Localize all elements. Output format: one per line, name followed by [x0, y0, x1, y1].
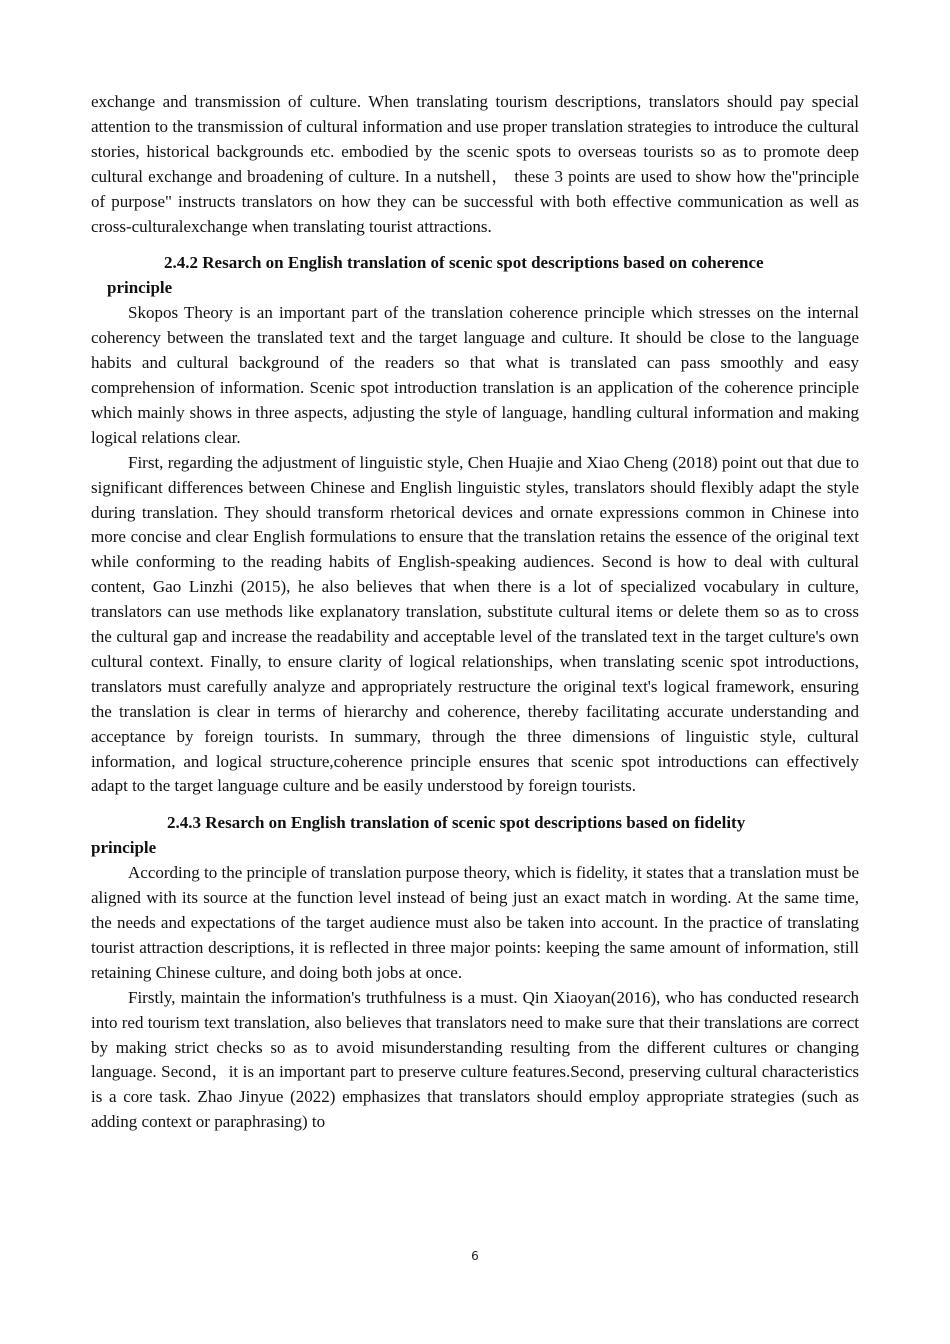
document-page — [91, 90, 859, 1135]
paragraph-2-4-3-details: Firstly, maintain the information's truthfulness is a must. Qin Xiaoyan(2016), who has conducted research into red tourism text translation, also believes that translators need to make sure that their translations are correct by making strict checks so as to avoid misunderstanding resulting from the different cultures or changing language. Second，it is an important part to preserve culture features.Second, preserving cultural characteristics is a core task. Zhao Jinyue (2022) emphasizes that translators should employ appropriate strategies (such as adding context or paraphrasing) to — [91, 987, 859, 1132]
paragraph-2-4-2-details: First, regarding the adjustment of linguistic style, Chen Huajie and Xiao Cheng (2018) point out that due to significant differences between Chinese and English linguistic styles, translators should flexibly adapt the style during translation. They should transform rhetorical devices and ornate expressions common in Chinese into more concise and clear English formulations to ensure that the translation retains the essence of the original text while conforming to the reading habits of English-speaking audiences. Second is how to deal with cultural content, Gao Linzhi (2015), he also believes that when there is a lot of specialized vocabulary in culture, translators can use methods like explanatory translation, substitute cultural items or delete them so as to cross the cultural gap and increase the readability and acceptable level of the translated text in the target culture's own cultural context. Finally, to ensure clarity of logical relationships, when translating scenic spot introductions, translators must carefully analyze and appropriately restructure the original text's logical framework, ensuring the translation is clear in terms of hierarchy and coherence, thereby facilitating accurate understanding and acceptance by foreign tourists. In summary, through the three dimensions of linguistic style, cultural information, and logical structure,coherence principle ensures that scenic spot introductions can effectively adapt to the target language culture and be easily understood by foreign tourists. — [91, 452, 859, 796]
section-heading-2-4-3-line1: 2.4.3 Resarch on English translation of scenic spot descriptions based on fidelity — [167, 813, 746, 833]
paragraph-2-4-2-intro: Skopos Theory is an important part of the translation coherence principle which stresses on the internal coherency between the translated text and the target language and culture. It should be close to the language habits and cultural background of the readers so that what is translated can pass smoothly and easy comprehension of information. Scenic spot introduction translation is an application of the coherence principle which mainly shows in three aspects, adjusting the style of language, handling cultural information and making logical relations clear. — [91, 303, 859, 447]
section-heading-2-4-2-line1: 2.4.2 Resarch on English translation of scenic spot descriptions based on coherence — [164, 253, 764, 273]
section-heading-2-4-2 — [91, 251, 859, 301]
section-heading-2-4-3 — [91, 811, 859, 861]
section-heading-2-4-3-line2: principle — [91, 838, 157, 858]
section-heading-2-4-2-line2: principle — [107, 278, 173, 298]
paragraph-2-4-3-intro: According to the principle of translation purpose theory, which is fidelity, it states that a translation must be aligned with its source at the function level instead of being just an exact match in wording. At the same time, the needs and expectations of the target audience must also be taken into account. In the practice of translating tourist attraction descriptions, it is reflected in three major points: keeping the same amount of information, still retaining Chinese culture, and doing both jobs at once. — [91, 863, 859, 982]
page-number: 6 — [471, 1249, 479, 1263]
paragraph-continued: exchange and transmission of culture. When translating tourism descriptions, translators should pay special attention to the transmission of cultural information and use proper translation strategies to introduce the cultural stories, historical backgrounds etc. embodied by the scenic spots to overseas tourists so as to promote deep cultural exchange and broadening of culture. In a nutshell， these 3 points are used to show how the"principle of purpose" instructs translators on how they can be successful with both effective communication as well as cross-culturalexchange when translating tourist attractions. — [91, 92, 859, 236]
